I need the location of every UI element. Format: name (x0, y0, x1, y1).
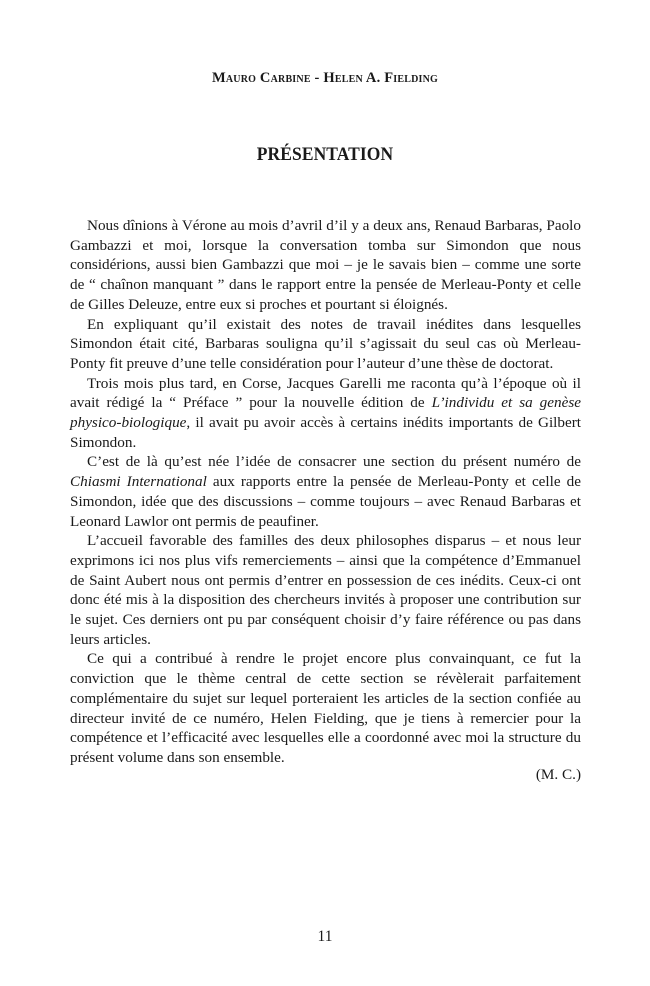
paragraph-text: C’est de là qu’est née l’idée de consacrer une section du présent numéro de (87, 453, 581, 471)
signature: (M. C.) (535, 766, 581, 783)
paragraph (70, 649, 581, 767)
section-title: PRÉSENTATION (256, 144, 394, 165)
paragraph-text: Trois mois plus tard, en Corse, Jacques Garelli me raconta qu’à l’époque où il avait rédigé la “ Préface ” pour la nouvelle édition de (70, 374, 581, 412)
paragraph (70, 216, 581, 315)
paragraph-text: , il avait pu avoir accès à certains inédits importants de Gilbert Simondon. (70, 414, 581, 451)
paragraph (70, 452, 581, 531)
italic-title: L’individu et sa genèse physico-biologique (70, 394, 581, 432)
paragraph-text: Nous dînions à Vérone au mois d’avril d’il y a deux ans, Renaud Barbaras, Paolo Gambazzi et moi, lorsque la conversation tomba sur Simondon que nous considérions, aussi bien Gambazzi que moi – je le savais bien – comme une sorte de “ chaînon manquant ” dans le rapport entre la pensée de Merleau-Ponty et celle de Gilles Deleuze, entre eux si proches et pourtant si éloignés. (70, 217, 581, 313)
body-text (70, 216, 581, 768)
paragraph (70, 315, 581, 374)
paragraph-text: L’accueil favorable des familles des deux philosophes disparus – et nous leur exprimons ici nos plus vifs remerciements – ainsi que la compétence d’Emmanuel de Saint Aubert nous ont permis d’entrer en possession de ces inédits. Ceux-ci ont donc été mis à la disposition des chercheurs invités à proposer une contribution sur le sujet. Ces derniers ont pu par conséquent choisir d’y faire référence ou pas dans leurs articles. (70, 532, 581, 648)
paragraph-text: aux rapports entre la pensée de Merleau-Ponty et celle de Simondon, idée que des discussions – comme toujours – avec Renaud Barbaras et Leonard Lawlor ont permis de peaufiner. (70, 473, 581, 530)
page-number: 11 (317, 928, 333, 945)
italic-title: Chiasmi International (70, 473, 207, 491)
paragraph-text: Ce qui a contribué à rendre le projet encore plus convainquant, ce fut la conviction que le thème central de cette section se révèlerait parfaitement complémentaire du sujet sur lequel porteraient les articles de la section confiée au directeur invité de ce numéro, Helen Fielding, que je tiens à remercier pour la compétence et l’efficacité avec lesquelles elle a coordonné avec moi la structure du présent volume dans son ensemble. (70, 650, 581, 766)
running-head: Mauro Carbine - Helen A. Fielding (211, 70, 439, 86)
paragraph (70, 531, 581, 649)
paragraph-text: En expliquant qu’il existait des notes de travail inédites dans lesquelles Simondon était cité, Barbaras souligna qu’il s’agissait du seul cas où Merleau-Ponty fit preuve d’une telle considération pour l’auteur d’une thèse de doctorat. (70, 315, 581, 372)
paragraph (70, 374, 581, 453)
